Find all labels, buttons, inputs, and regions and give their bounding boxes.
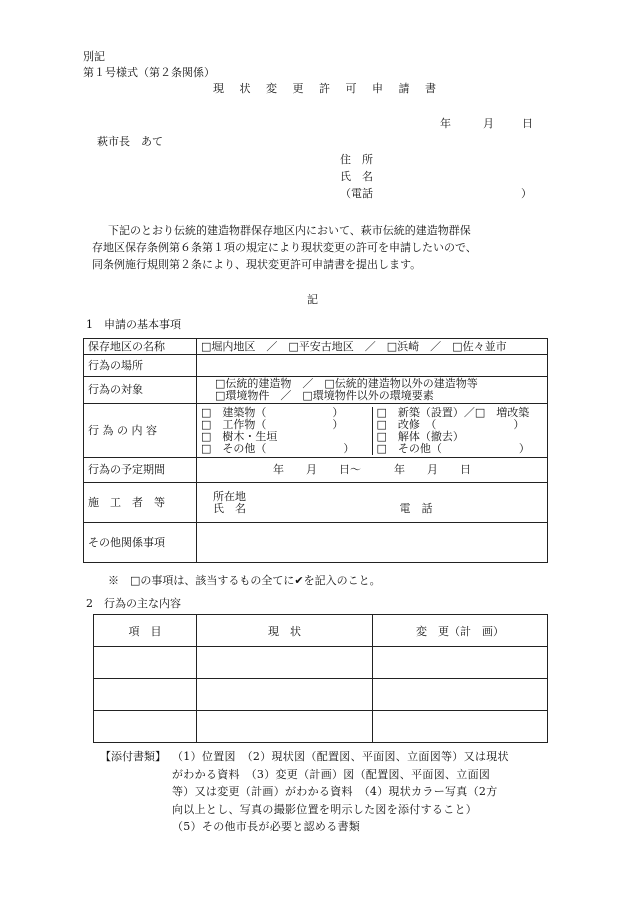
contractor-row — [84, 483, 548, 523]
target-line-2: □環境物件 ／ □環境物件以外の環境要素 — [215, 389, 434, 402]
attachments-label: 【添付書類】 — [100, 750, 166, 763]
attachments — [100, 748, 570, 836]
district-options[interactable]: □堀内地区 ／ □平安古地区 ／ □浜崎 ／ □佐々並市 — [197, 339, 548, 355]
period-input[interactable]: 年 月 日～ 年 月 日 — [197, 458, 548, 483]
date-day: 日 — [522, 117, 533, 130]
other-input[interactable] — [197, 523, 548, 563]
attachment-line: （5）その他市長が必要と認める書類 — [172, 820, 361, 833]
applicant-name-label: 氏 名 — [340, 170, 373, 183]
content-table-header — [94, 615, 548, 647]
cell[interactable] — [94, 679, 197, 711]
district-label: 保存地区の名称 — [84, 339, 197, 355]
intro-line-1: 下記のとおり伝統的建造物群保存地区内において、萩市伝統的建造物群保 — [108, 224, 471, 237]
contractor-phone: 電 話 — [399, 501, 433, 515]
cell[interactable] — [94, 711, 197, 743]
content-left-item[interactable]: □ 樹木・生垣 — [201, 429, 278, 443]
cell[interactable] — [197, 679, 373, 711]
addressee: 萩市長 あて — [97, 135, 163, 148]
col-header-item: 項 目 — [94, 615, 197, 647]
other-row — [84, 523, 548, 563]
checkmark-note: ※ □の事項は、該当するもの全てに✔を記入のこと。 — [108, 574, 381, 587]
ki-label: 記 — [307, 293, 318, 306]
contractor-name-line — [213, 503, 543, 515]
content-right-item[interactable]: □ 新築（設置）／□ 増改築 — [376, 405, 530, 419]
annex-label: 別記 — [83, 50, 105, 63]
attachments-body — [172, 748, 570, 836]
col-header-current: 現 状 — [197, 615, 373, 647]
content-right-item[interactable]: □ 解体（撤去） — [376, 429, 464, 443]
attachment-line: 向以上とし、写真の撮影位置を明示した図を添付すること） — [172, 802, 478, 816]
contractor-address: 所在地 — [213, 489, 246, 503]
cell[interactable] — [197, 711, 373, 743]
content-left-item[interactable]: □ その他（ ） — [201, 441, 355, 455]
content-options[interactable] — [197, 404, 548, 458]
target-line-1: □伝統的建造物 ／ □伝統的建造物以外の建造物等 — [215, 377, 478, 390]
form-number: 第１号様式（第２条関係） — [83, 66, 215, 79]
place-label: 行為の場所 — [84, 355, 197, 377]
contractor-name: 氏 名 — [213, 501, 246, 515]
period-label: 行為の予定期間 — [84, 458, 197, 483]
content-row — [84, 404, 548, 458]
district-row — [84, 339, 548, 355]
content-right-col — [372, 407, 548, 455]
content-right-item[interactable]: □ その他（ ） — [376, 441, 530, 455]
other-label: その他関係事項 — [84, 523, 197, 563]
page-title: 現 状 変 更 許 可 申 請 書 — [213, 82, 442, 95]
cell[interactable] — [373, 647, 548, 679]
content-left-item[interactable]: □ 建築物（ ） — [201, 405, 344, 419]
table-row — [94, 679, 548, 711]
content-label: 行 為 の 内 容 — [84, 404, 197, 458]
period-row — [84, 458, 548, 483]
place-input[interactable] — [197, 355, 548, 377]
cell[interactable] — [197, 647, 373, 679]
date-year: 年 — [440, 117, 451, 130]
basic-info-table — [83, 338, 548, 563]
date-month: 月 — [483, 117, 494, 130]
target-options[interactable] — [197, 377, 548, 404]
attachment-line: 等）又は変更（計画）がわかる資料 （4）現状カラー写真（2方 — [172, 785, 498, 798]
attachment-line: がわかる資料 （3）変更（計画）図（配置図、平面図、立面図 — [172, 767, 491, 781]
target-label: 行為の対象 — [84, 377, 197, 404]
section1-heading: 1 申請の基本事項 — [86, 318, 181, 331]
attachment-line: （1）位置図 （2）現状図（配置図、平面図、立面図等）又は現状 — [172, 750, 509, 763]
applicant-address-label: 住 所 — [340, 153, 373, 166]
col-header-change: 変 更（計 画） — [373, 615, 548, 647]
cell[interactable] — [94, 647, 197, 679]
contractor-label: 施 工 者 等 — [84, 483, 197, 523]
content-left-item[interactable]: □ 工作物（ ） — [201, 417, 344, 431]
content-table — [93, 614, 548, 743]
applicant-phone-open: （電話 — [340, 187, 373, 200]
contractor-input[interactable] — [197, 483, 548, 523]
target-row — [84, 377, 548, 404]
cell[interactable] — [373, 679, 548, 711]
content-left-col — [197, 407, 372, 455]
intro-line-2: 存地区保存条例第６条第１項の規定により現状変更の許可を申請したいので、 — [92, 241, 477, 254]
place-row — [84, 355, 548, 377]
applicant-phone-close: ） — [521, 187, 532, 200]
section2-heading: 2 行為の主な内容 — [86, 597, 181, 610]
table-row — [94, 711, 548, 743]
cell[interactable] — [373, 711, 548, 743]
intro-line-3: 同条例施行規則第２条により、現状変更許可申請書を提出します。 — [92, 258, 422, 271]
content-right-item[interactable]: □ 改修 （ ） — [376, 417, 525, 431]
table-row — [94, 647, 548, 679]
